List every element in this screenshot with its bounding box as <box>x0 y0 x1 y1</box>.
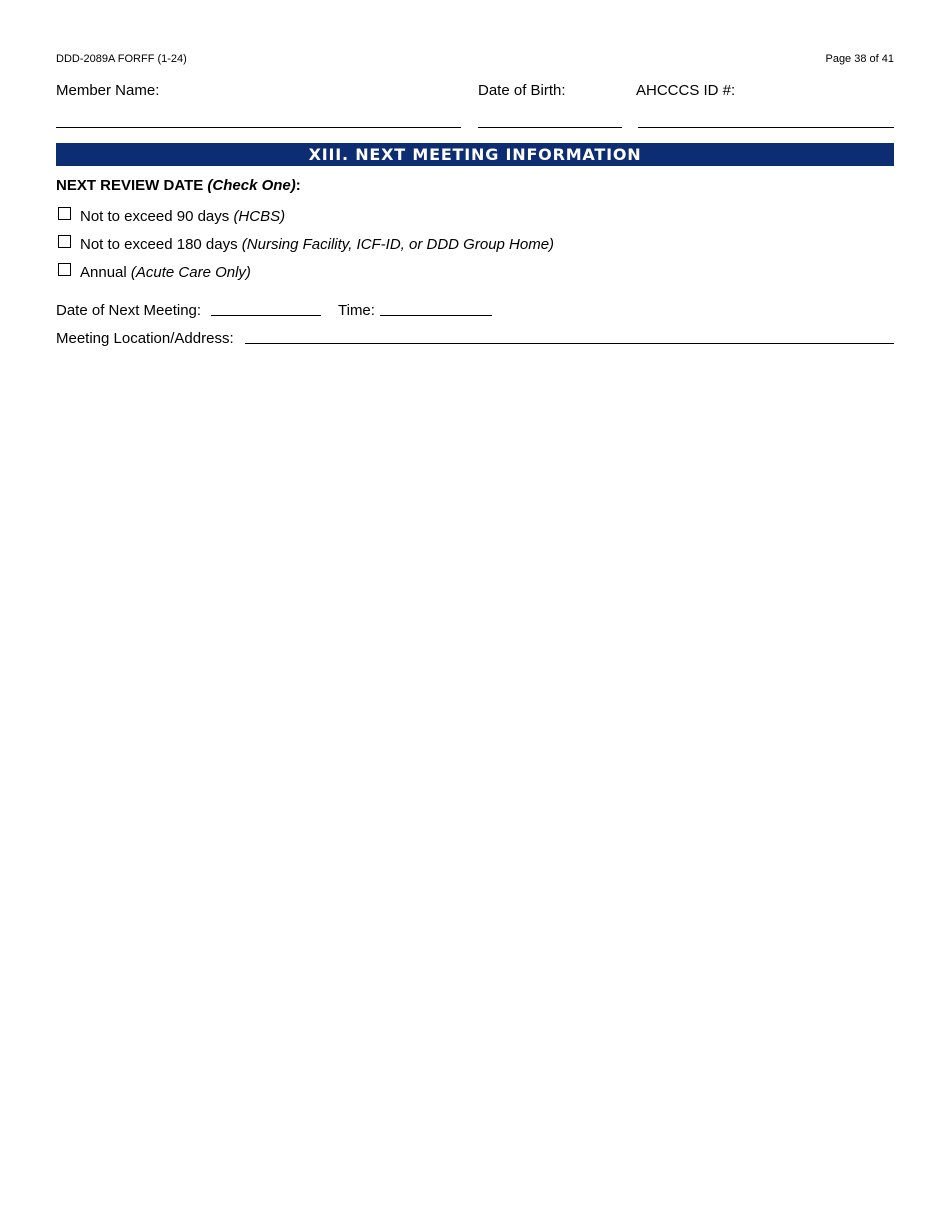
checkbox-180-days[interactable] <box>58 235 71 248</box>
option-180-days-note: (Nursing Facility, ICF-ID, or DDD Group Home) <box>241 236 555 253</box>
option-annual-label: Annual <box>80 264 127 281</box>
page-number: Page 38 of 41 <box>825 53 894 65</box>
option-90-days <box>80 208 285 225</box>
option-90-days-label: Not to exceed 90 days <box>80 208 230 225</box>
option-annual-note: (Acute Care Only) <box>130 264 251 281</box>
member-name-label: Member Name: <box>56 82 160 99</box>
meeting-location-field[interactable] <box>245 326 894 344</box>
next-meeting-time-label: Time: <box>338 302 375 319</box>
ahcccs-id-field[interactable] <box>638 110 894 128</box>
checkbox-90-days[interactable] <box>58 207 71 220</box>
option-90-days-note: (HCBS) <box>233 208 286 225</box>
dob-field[interactable] <box>478 110 622 128</box>
next-meeting-date-label: Date of Next Meeting: <box>56 302 202 319</box>
next-meeting-time-field[interactable] <box>380 298 492 316</box>
dob-label: Date of Birth: <box>478 82 566 99</box>
meeting-location-label: Meeting Location/Address: <box>56 330 234 347</box>
ahcccs-id-label: AHCCCS ID #: <box>636 82 736 99</box>
next-review-heading-colon: : <box>295 177 301 194</box>
next-meeting-date-field[interactable] <box>211 298 321 316</box>
option-annual <box>80 264 251 281</box>
next-review-heading <box>56 177 301 194</box>
next-review-heading-note: (Check One) <box>207 177 296 194</box>
option-180-days-label: Not to exceed 180 days <box>80 236 238 253</box>
section-title-banner: XIII. NEXT MEETING INFORMATION <box>56 143 894 166</box>
form-code: DDD-2089A FORFF (1-24) <box>56 53 187 65</box>
next-review-heading-text: NEXT REVIEW DATE <box>56 177 204 194</box>
option-180-days <box>80 236 554 253</box>
member-name-field[interactable] <box>56 110 461 128</box>
checkbox-annual[interactable] <box>58 263 71 276</box>
